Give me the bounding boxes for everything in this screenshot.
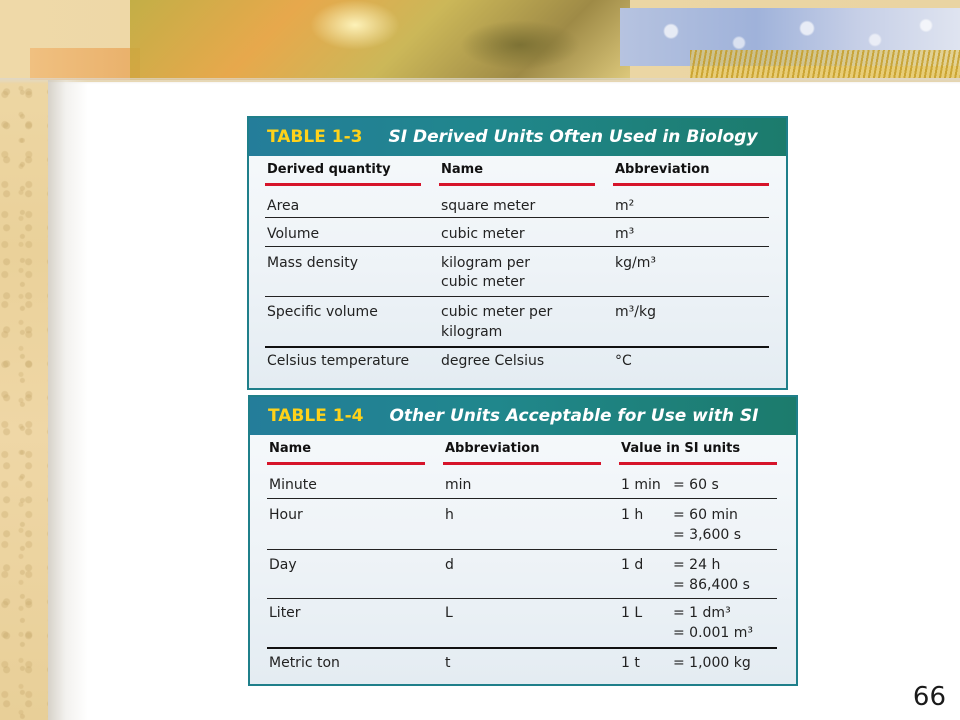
row-divider xyxy=(265,246,769,247)
row-divider xyxy=(265,346,769,348)
column-header-abbreviation: Abbreviation xyxy=(615,162,710,177)
table-row-4-unit: 1 L xyxy=(621,605,643,621)
table-row-5-name: degree Celsius xyxy=(441,353,545,369)
table-row-1-unit: 1 min xyxy=(621,477,661,493)
table-row-3-value-line-2: = 86,400 s xyxy=(673,577,750,593)
header-underline xyxy=(619,462,777,465)
table-row-4-value-line-2: = 0.001 m³ xyxy=(673,625,753,641)
table-row-1-abbr: m² xyxy=(615,198,635,214)
table-row-2-value-line-1: = 60 min xyxy=(673,507,738,523)
table-row-5-abbr: t xyxy=(445,655,451,671)
table-1-3-title: SI Derived Units Often Used in Biology xyxy=(388,127,758,147)
table-row-1-value: = 60 s xyxy=(673,477,719,493)
table-row-1-name: square meter xyxy=(441,198,536,214)
table-row-5-quantity: Celsius temperature xyxy=(267,353,410,369)
table-row-4-name-line-1: cubic meter per xyxy=(441,304,553,320)
row-divider xyxy=(265,296,769,297)
table-row-2-value-line-2: = 3,600 s xyxy=(673,527,742,543)
table-row-2-name: cubic meter xyxy=(441,226,525,242)
slide-number: 66 xyxy=(912,682,946,712)
table-row-2-unit: 1 h xyxy=(621,507,644,523)
table-1-4 xyxy=(248,395,798,686)
table-row-4-abbr: L xyxy=(445,605,453,621)
header-underline xyxy=(265,183,421,186)
table-row-2-abbr: m³ xyxy=(615,226,635,242)
table-row-3-unit: 1 d xyxy=(621,557,644,573)
row-divider xyxy=(267,647,777,649)
table-row-3-name-line-1: kilogram per xyxy=(441,255,531,271)
table-row-2-abbr: h xyxy=(445,507,454,523)
table-row-5-value: = 1,000 kg xyxy=(673,655,751,671)
table-1-3-header xyxy=(249,118,786,156)
banner-leaf-highlight xyxy=(310,0,400,50)
top-decorative-banner xyxy=(0,0,960,82)
table-1-4-number: TABLE 1-4 xyxy=(268,406,364,426)
table-row-4-value-line-1: = 1 dm³ xyxy=(673,605,731,621)
table-row-3-quantity: Mass density xyxy=(267,255,359,271)
table-row-3-name-line-2: cubic meter xyxy=(441,274,525,290)
header-underline xyxy=(439,183,595,186)
table-1-4-header xyxy=(250,397,796,435)
column-header-name: Name xyxy=(441,162,484,177)
column-header-value-si: Value in SI units xyxy=(621,441,741,456)
banner-leaves-image xyxy=(130,0,630,80)
header-underline xyxy=(443,462,601,465)
row-divider xyxy=(267,598,777,599)
table-row-3-value-line-1: = 24 h xyxy=(673,557,721,573)
row-divider xyxy=(265,217,769,218)
table-row-3-abbr: d xyxy=(445,557,454,573)
row-divider xyxy=(267,498,777,499)
banner-grass-image xyxy=(690,50,960,78)
table-1-3-number: TABLE 1-3 xyxy=(267,127,363,147)
table-row-3-name: Day xyxy=(269,557,297,573)
table-row-3-abbr: kg/m³ xyxy=(615,255,656,271)
table-1-4-title: Other Units Acceptable for Use with SI xyxy=(389,406,759,426)
header-underline xyxy=(613,183,769,186)
content-shadow xyxy=(48,80,88,720)
column-header-derived-quantity: Derived quantity xyxy=(267,162,391,177)
row-divider xyxy=(267,549,777,550)
table-row-1-abbr: min xyxy=(445,477,472,493)
table-row-2-quantity: Volume xyxy=(267,226,320,242)
table-row-1-quantity: Area xyxy=(267,198,300,214)
table-row-4-quantity: Specific volume xyxy=(267,304,378,320)
column-header-name: Name xyxy=(269,441,312,456)
table-row-2-name: Hour xyxy=(269,507,303,523)
banner-shadow xyxy=(0,78,960,84)
table-row-1-name: Minute xyxy=(269,477,317,493)
table-row-5-unit: 1 t xyxy=(621,655,640,671)
table-row-5-abbr: °C xyxy=(615,353,632,369)
table-row-4-name-line-2: kilogram xyxy=(441,324,503,340)
banner-orange-patch xyxy=(30,48,140,80)
table-row-4-abbr: m³/kg xyxy=(615,304,656,320)
table-1-3 xyxy=(247,116,788,390)
table-row-5-name: Metric ton xyxy=(269,655,340,671)
header-underline xyxy=(267,462,425,465)
table-row-4-name: Liter xyxy=(269,605,301,621)
parchment-left-strip xyxy=(0,0,48,720)
banner-leaf-shadow xyxy=(460,20,580,70)
column-header-abbreviation: Abbreviation xyxy=(445,441,540,456)
